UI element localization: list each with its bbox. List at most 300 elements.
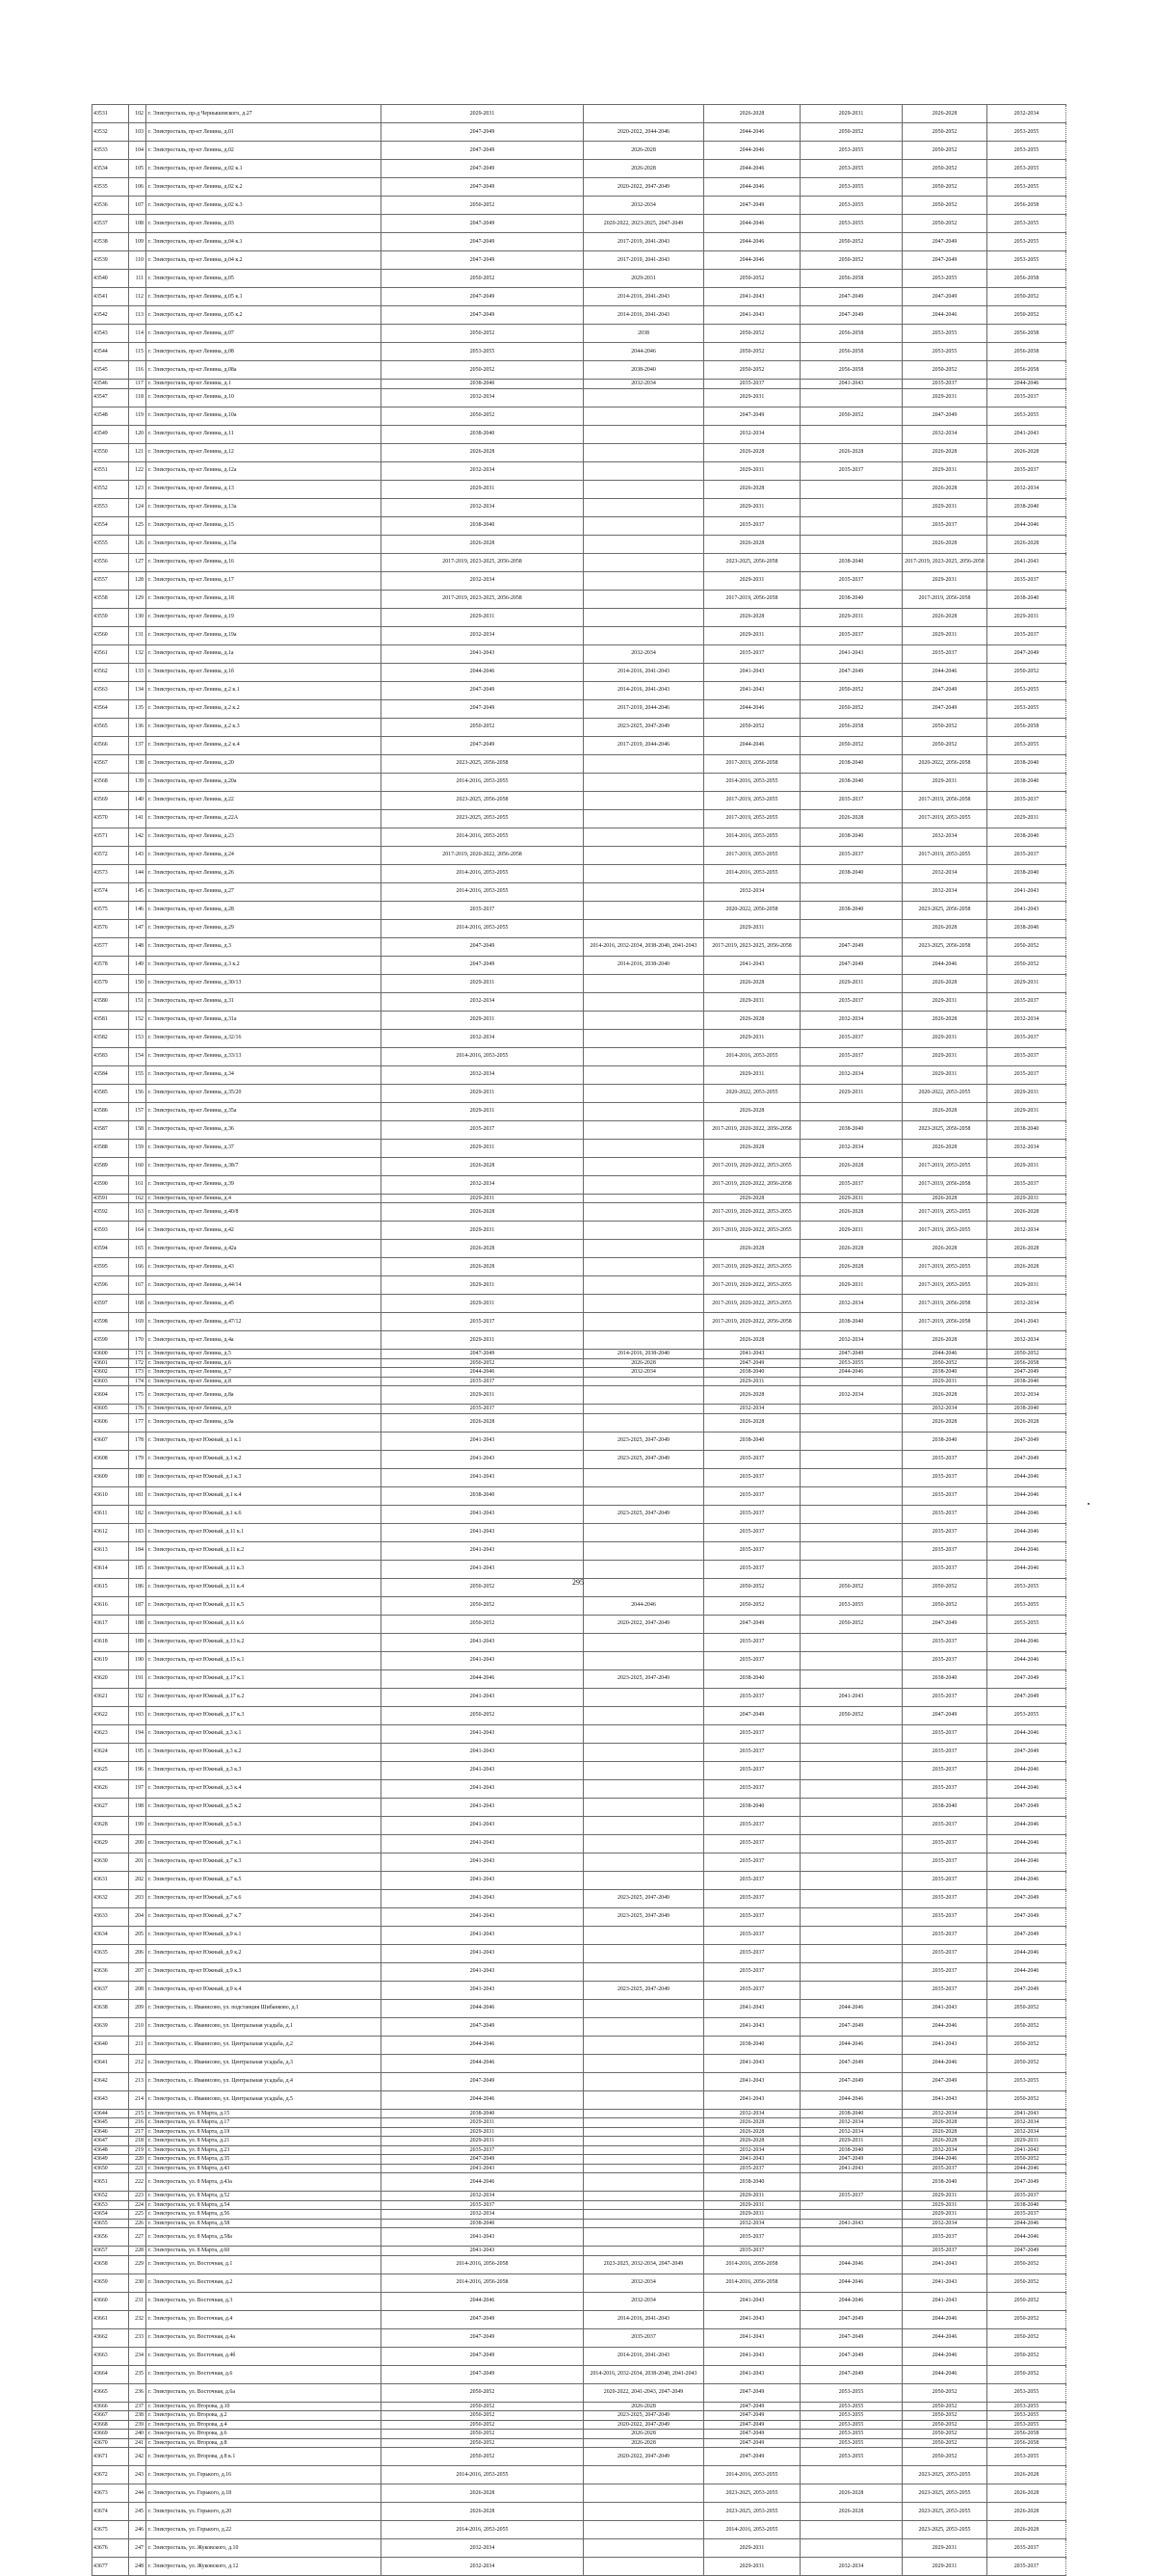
period-cell: 2035-2037 (704, 1743, 801, 1761)
row-id-cell: 43626 (92, 1779, 129, 1798)
row-id-cell: 43618 (92, 1633, 129, 1651)
row-number-cell: 147 (129, 919, 146, 937)
period-cell: 2041-2043 (987, 2109, 1066, 2118)
period-cell: 2044-2046 (987, 1761, 1066, 1779)
row-number-cell: 217 (129, 2127, 146, 2137)
period-cell: 2047-2049 (903, 288, 987, 306)
period-cell: 2044-2046 (381, 1999, 584, 2017)
row-number-cell: 224 (129, 2200, 146, 2210)
address-cell: г. Электросталь, пр-кт Ленина, д.20 (146, 754, 381, 773)
table-row (92, 1065, 1066, 1084)
table-row (92, 2247, 1066, 2256)
period-cell: 2044-2046 (903, 1350, 987, 1359)
row-number-cell: 145 (129, 882, 146, 901)
table-row (92, 663, 1066, 681)
period-cell: 2029-2031 (704, 626, 801, 644)
period-cell: 2053-2055 (987, 2448, 1066, 2466)
row-id-cell: 43552 (92, 480, 129, 498)
period-cell: 2044-2046 (903, 2017, 987, 2036)
period-cell: 2047-2049 (704, 2420, 801, 2430)
row-number-cell: 121 (129, 443, 146, 461)
period-cell: 2029-2031 (801, 608, 903, 626)
period-cell: 2029-2031 (903, 461, 987, 480)
table-row (92, 2365, 1066, 2383)
period-cell: 2047-2049 (987, 1368, 1066, 1378)
period-cell: 2047-2049 (987, 1798, 1066, 1816)
period-cell: 2056-2058 (987, 325, 1066, 343)
period-cell: 2047-2049 (903, 2072, 987, 2090)
row-number-cell: 180 (129, 1468, 146, 1486)
row-number-cell: 159 (129, 1139, 146, 1157)
period-cell: 2041-2043 (801, 2219, 903, 2228)
period-cell: 2026-2028 (584, 2402, 704, 2411)
row-id-cell: 43670 (92, 2438, 129, 2448)
period-cell: 2029-2031 (987, 1194, 1066, 1203)
row-id-cell: 43599 (92, 1331, 129, 1350)
period-cell: 2044-2046 (987, 2228, 1066, 2247)
period-cell: 2020-2022, 2056-2058 (704, 901, 801, 919)
period-cell: 2032-2034 (704, 2219, 801, 2228)
period-cell: 2014-2016, 2041-2043 (584, 663, 704, 681)
period-cell: 2032-2034 (903, 2219, 987, 2228)
row-number-cell: 161 (129, 1175, 146, 1194)
row-number-cell: 108 (129, 215, 146, 233)
row-id-cell: 43535 (92, 178, 129, 197)
address-cell: г. Электросталь, пр-кт Ленина, д.43 (146, 1258, 381, 1276)
period-cell: 2035-2037 (704, 1926, 801, 1944)
table-row (92, 1981, 1066, 1999)
period-cell: 2047-2049 (381, 2072, 584, 2090)
period-cell: 2035-2037 (903, 1651, 987, 1669)
table-row (92, 1047, 1066, 1065)
period-cell (584, 1405, 704, 1414)
address-cell: г. Электросталь, пр-кт Южный, д.7 к.1 (146, 1834, 381, 1853)
period-cell: 2044-2046 (987, 2219, 1066, 2228)
row-id-cell: 43555 (92, 535, 129, 553)
period-cell (801, 1743, 903, 1761)
table-row (92, 2411, 1066, 2421)
period-cell: 2035-2037 (903, 1944, 987, 1962)
row-id-cell: 43565 (92, 718, 129, 736)
period-cell: 2017-2019, 2023-2025, 2056-2058 (381, 590, 584, 608)
table-row (92, 1194, 1066, 1203)
address-cell: г. Электросталь, пр-кт Ленина, д.39 (146, 1175, 381, 1194)
period-cell: 2014-2016, 2038-2040 (584, 956, 704, 974)
row-id-cell: 43563 (92, 681, 129, 699)
period-cell (584, 882, 704, 901)
row-number-cell: 230 (129, 2274, 146, 2292)
period-cell: 2017-2019, 2020-2022, 2056-2058 (704, 1313, 801, 1331)
period-cell: 2044-2046 (987, 1541, 1066, 1560)
row-id-cell: 43578 (92, 956, 129, 974)
period-cell: 2014-2016, 2053-2055 (704, 1047, 801, 1065)
table-row (92, 590, 1066, 608)
period-cell: 2056-2058 (801, 343, 903, 361)
period-cell (801, 1468, 903, 1486)
address-cell: г. Электросталь, пр-кт Ленина, д.10а (146, 407, 381, 425)
row-id-cell: 43608 (92, 1450, 129, 1468)
row-id-cell: 43662 (92, 2328, 129, 2347)
period-cell: 2035-2037 (704, 1962, 801, 1981)
period-cell: 2035-2037 (704, 1523, 801, 1541)
period-cell: 2023-2025, 2047-2049 (584, 1505, 704, 1523)
address-cell: г. Электросталь, ул. Горького, д.16 (146, 2466, 381, 2484)
row-id-cell: 43537 (92, 215, 129, 233)
row-id-cell: 43579 (92, 974, 129, 992)
period-cell (584, 1065, 704, 1084)
row-id-cell: 43649 (92, 2155, 129, 2165)
row-id-cell: 43669 (92, 2430, 129, 2439)
period-cell: 2047-2049 (987, 644, 1066, 663)
period-cell: 2050-2052 (987, 2365, 1066, 2383)
address-cell: г. Электросталь, пр-кт Ленина, д.19а (146, 626, 381, 644)
period-cell: 2029-2031 (704, 461, 801, 480)
period-cell: 2038-2040 (987, 919, 1066, 937)
page-number: 295 (572, 1578, 584, 1587)
period-cell: 2047-2049 (987, 2247, 1066, 2256)
period-cell: 2047-2049 (704, 1615, 801, 1633)
period-cell: 2032-2034 (801, 1386, 903, 1405)
row-number-cell: 195 (129, 1743, 146, 1761)
period-cell: 2041-2043 (704, 306, 801, 325)
period-cell (801, 1816, 903, 1834)
table-row (92, 123, 1066, 142)
address-cell: г. Электросталь, с. Иванисово, ул. Центральная усадьба, д.2 (146, 2036, 381, 2054)
period-cell: 2017-2019, 2056-2058 (903, 1295, 987, 1313)
period-cell: 2056-2058 (987, 343, 1066, 361)
period-cell (801, 1413, 903, 1432)
row-id-cell: 43581 (92, 1011, 129, 1029)
period-cell (801, 1889, 903, 1907)
period-cell: 2029-2031 (584, 270, 704, 288)
period-cell: 2035-2037 (801, 461, 903, 480)
period-cell: 2026-2028 (903, 535, 987, 553)
row-number-cell: 146 (129, 901, 146, 919)
row-number-cell: 240 (129, 2430, 146, 2439)
row-id-cell: 43673 (92, 2484, 129, 2503)
period-cell: 2053-2055 (801, 2411, 903, 2421)
period-cell (801, 1560, 903, 1578)
period-cell (584, 1724, 704, 1743)
table-row (92, 425, 1066, 443)
period-cell: 2029-2031 (903, 1377, 987, 1386)
period-cell: 2020-2022, 2053-2055 (903, 1084, 987, 1102)
row-number-cell: 237 (129, 2402, 146, 2411)
row-number-cell: 124 (129, 498, 146, 516)
period-cell: 2014-2016, 2053-2055 (381, 1047, 584, 1065)
period-cell: 2014-2016, 2041-2043 (584, 2310, 704, 2328)
row-number-cell: 226 (129, 2219, 146, 2228)
row-id-cell: 43645 (92, 2118, 129, 2128)
address-cell: г. Электросталь, с. Иванисово, ул. Центральная усадьба, д.4 (146, 2072, 381, 2090)
period-cell: 2026-2028 (801, 809, 903, 828)
period-cell: 2053-2055 (987, 233, 1066, 251)
period-cell: 2050-2052 (704, 1578, 801, 1596)
period-cell: 2050-2052 (381, 1358, 584, 1368)
row-id-cell: 43605 (92, 1405, 129, 1414)
period-cell: 2014-2016, 2032-2034, 2038-2040, 2041-2043 (584, 2365, 704, 2383)
period-cell: 2014-2016, 2041-2043 (584, 288, 704, 306)
table-row (92, 1331, 1066, 1350)
period-cell (584, 1175, 704, 1194)
row-id-cell: 43556 (92, 553, 129, 571)
period-cell: 2050-2052 (987, 2274, 1066, 2292)
period-cell: 2050-2052 (381, 270, 584, 288)
period-cell: 2032-2034 (584, 380, 704, 389)
table-row (92, 809, 1066, 828)
period-cell: 2023-2025, 2047-2049 (584, 1669, 704, 1688)
row-number-cell: 207 (129, 1962, 146, 1981)
period-cell: 2035-2037 (704, 2247, 801, 2256)
period-cell: 2029-2031 (903, 626, 987, 644)
period-cell: 2035-2037 (704, 1633, 801, 1651)
period-cell: 2041-2043 (381, 1981, 584, 1999)
row-id-cell: 43615 (92, 1578, 129, 1596)
period-cell: 2026-2028 (704, 535, 801, 553)
address-cell: г. Электросталь, пр-кт Южный, д.17 к.3 (146, 1706, 381, 1724)
row-id-cell: 43632 (92, 1889, 129, 1907)
row-id-cell: 43656 (92, 2228, 129, 2247)
address-cell: г. Электросталь, пр-кт Ленина, д.3 к.2 (146, 956, 381, 974)
table-row (92, 343, 1066, 361)
period-cell: 2041-2043 (704, 288, 801, 306)
table-row (92, 361, 1066, 380)
period-cell: 2044-2046 (903, 2310, 987, 2328)
period-cell (584, 2118, 704, 2128)
period-cell: 2026-2028 (381, 2503, 584, 2521)
table-row (92, 2228, 1066, 2247)
row-number-cell: 203 (129, 1889, 146, 1907)
address-cell: г. Электросталь, пр-кт Ленина, д.19 (146, 608, 381, 626)
period-cell: 2047-2049 (801, 937, 903, 956)
row-number-cell: 171 (129, 1350, 146, 1359)
period-cell: 2050-2052 (381, 1596, 584, 1615)
period-cell: 2038-2040 (987, 828, 1066, 846)
address-cell: г. Электросталь, ул. 8 Марта, д.58 (146, 2219, 381, 2228)
period-cell: 2029-2031 (903, 1065, 987, 1084)
row-number-cell: 218 (129, 2137, 146, 2146)
period-cell (584, 443, 704, 461)
table-row (92, 626, 1066, 644)
row-number-cell: 176 (129, 1405, 146, 1414)
address-cell: г. Электросталь, пр-кт Ленина, д.2 к.4 (146, 736, 381, 754)
period-cell: 2041-2043 (704, 1999, 801, 2017)
address-cell: г. Электросталь, пр-кт Ленина, д.42 (146, 1222, 381, 1240)
row-number-cell: 149 (129, 956, 146, 974)
period-cell: 2044-2046 (903, 956, 987, 974)
period-cell: 2017-2019, 2044-2046 (584, 699, 704, 718)
row-number-cell: 107 (129, 197, 146, 215)
table-row (92, 1743, 1066, 1761)
period-cell: 2032-2034 (903, 425, 987, 443)
period-cell (584, 2090, 704, 2109)
address-cell: г. Электросталь, пр-кт Ленина, д.07 (146, 325, 381, 343)
period-cell: 2029-2031 (903, 388, 987, 407)
period-cell: 2038-2040 (801, 553, 903, 571)
period-cell: 2014-2016, 2038-2040 (584, 1350, 704, 1359)
period-cell: 2026-2028 (987, 1203, 1066, 1222)
address-cell: г. Электросталь, пр-кт Ленина, д.31 (146, 992, 381, 1011)
period-cell: 2035-2037 (987, 2210, 1066, 2220)
period-cell (584, 1816, 704, 1834)
period-cell: 2053-2055 (987, 1578, 1066, 1596)
table-row (92, 251, 1066, 270)
period-cell (801, 535, 903, 553)
period-cell: 2014-2016, 2053-2055 (381, 2466, 584, 2484)
period-cell: 2035-2037 (704, 516, 801, 535)
row-id-cell: 43661 (92, 2310, 129, 2328)
period-cell: 2047-2049 (987, 1907, 1066, 1926)
period-cell: 2041-2043 (381, 1871, 584, 1889)
period-cell: 2056-2058 (987, 361, 1066, 380)
period-cell: 2020-2022, 2047-2049 (584, 1615, 704, 1633)
table-row (92, 736, 1066, 754)
table-row (92, 1999, 1066, 2017)
period-cell: 2014-2016, 2041-2043 (584, 2347, 704, 2365)
period-cell: 2050-2052 (987, 937, 1066, 956)
row-id-cell: 43612 (92, 1523, 129, 1541)
period-cell: 2044-2046 (381, 2036, 584, 2054)
period-cell: 2047-2049 (801, 663, 903, 681)
table-row (92, 2200, 1066, 2210)
period-cell: 2038-2040 (987, 590, 1066, 608)
table-row (92, 1724, 1066, 1743)
period-cell (801, 2466, 903, 2484)
period-cell: 2038-2040 (381, 2219, 584, 2228)
row-id-cell: 43533 (92, 142, 129, 160)
period-cell: 2050-2052 (381, 718, 584, 736)
period-cell: 2044-2046 (801, 2036, 903, 2054)
row-number-cell: 105 (129, 160, 146, 178)
period-cell: 2026-2028 (903, 1413, 987, 1432)
period-cell: 2014-2016, 2041-2043 (584, 306, 704, 325)
period-cell: 2032-2034 (381, 498, 584, 516)
period-cell: 2035-2037 (704, 1944, 801, 1962)
row-id-cell: 43586 (92, 1102, 129, 1120)
period-cell: 2041-2043 (381, 1834, 584, 1853)
table-row (92, 1651, 1066, 1669)
table-row (92, 937, 1066, 956)
period-cell: 2041-2043 (987, 1313, 1066, 1331)
period-cell: 2053-2055 (987, 2383, 1066, 2402)
period-cell (584, 773, 704, 791)
period-cell: 2038-2040 (903, 2173, 987, 2192)
period-cell: 2047-2049 (704, 197, 801, 215)
period-cell: 2050-2052 (381, 2438, 584, 2448)
period-cell: 2035-2037 (704, 1889, 801, 1907)
address-cell: г. Электросталь, пр-кт Южный, д.11 к.3 (146, 1560, 381, 1578)
period-cell: 2029-2031 (987, 809, 1066, 828)
period-cell: 2032-2034 (801, 2127, 903, 2137)
row-number-cell: 141 (129, 809, 146, 828)
period-cell: 2029-2031 (903, 2558, 987, 2576)
period-cell: 2050-2052 (987, 2054, 1066, 2072)
period-cell: 2035-2037 (903, 1560, 987, 1578)
period-cell: 2035-2037 (381, 1120, 584, 1139)
address-cell: г. Электросталь, пр-кт Южный, д.11 к.5 (146, 1596, 381, 1615)
row-number-cell: 166 (129, 1258, 146, 1276)
table-row (92, 1889, 1066, 1907)
table-row (92, 1816, 1066, 1834)
period-cell (584, 1102, 704, 1120)
period-cell: 2044-2046 (381, 2292, 584, 2310)
period-cell: 2047-2049 (381, 699, 584, 718)
period-cell: 2026-2028 (381, 1203, 584, 1222)
row-number-cell: 126 (129, 535, 146, 553)
period-cell (584, 1486, 704, 1505)
period-cell: 2044-2046 (801, 2274, 903, 2292)
table-row (92, 2145, 1066, 2155)
row-number-cell: 102 (129, 105, 146, 123)
period-cell: 2038-2040 (704, 2173, 801, 2192)
row-number-cell: 137 (129, 736, 146, 754)
row-id-cell: 43549 (92, 425, 129, 443)
table-row (92, 1377, 1066, 1386)
table-row (92, 2503, 1066, 2521)
row-id-cell: 43606 (92, 1413, 129, 1432)
period-cell: 2050-2052 (903, 2420, 987, 2430)
row-id-cell: 43576 (92, 919, 129, 937)
period-cell: 2047-2049 (704, 2383, 801, 2402)
period-cell: 2038-2040 (801, 828, 903, 846)
table-row (92, 2430, 1066, 2439)
row-id-cell: 43598 (92, 1313, 129, 1331)
row-id-cell: 43583 (92, 1047, 129, 1065)
row-number-cell: 214 (129, 2090, 146, 2109)
row-number-cell: 155 (129, 1065, 146, 1084)
period-cell: 2035-2037 (987, 2558, 1066, 2576)
period-cell: 2029-2031 (987, 608, 1066, 626)
row-id-cell: 43564 (92, 699, 129, 718)
period-cell: 2032-2034 (987, 1295, 1066, 1313)
address-cell: г. Электросталь, пр-кт Ленина, д.15а (146, 535, 381, 553)
row-number-cell: 242 (129, 2448, 146, 2466)
period-cell: 2041-2043 (801, 380, 903, 389)
period-cell: 2020-2022, 2041-2043, 2047-2049 (584, 2383, 704, 2402)
table-row (92, 1368, 1066, 1378)
row-number-cell: 238 (129, 2411, 146, 2421)
period-cell: 2041-2043 (381, 2164, 584, 2173)
row-id-cell: 43630 (92, 1853, 129, 1871)
period-cell: 2053-2055 (987, 251, 1066, 270)
period-cell: 2050-2052 (903, 1578, 987, 1596)
period-cell: 2017-2019, 2023-2025, 2056-2058 (381, 553, 584, 571)
period-cell: 2047-2049 (381, 142, 584, 160)
address-cell: г. Электросталь, ул. Восточная, д.3 (146, 2292, 381, 2310)
period-cell: 2044-2046 (381, 1368, 584, 1378)
row-id-cell: 43628 (92, 1816, 129, 1834)
period-cell: 2056-2058 (987, 197, 1066, 215)
table-row (92, 1834, 1066, 1853)
period-cell: 2023-2025, 2053-2055 (903, 2521, 987, 2539)
period-cell (584, 901, 704, 919)
period-cell (584, 864, 704, 882)
row-number-cell: 152 (129, 1011, 146, 1029)
period-cell: 2026-2028 (381, 1258, 584, 1276)
address-cell: г. Электросталь, пр-кт Ленина, д.1б (146, 663, 381, 681)
row-id-cell: 43634 (92, 1926, 129, 1944)
table-row (92, 1615, 1066, 1633)
period-cell: 2026-2028 (987, 2484, 1066, 2503)
address-cell: г. Электросталь, ул. Восточная, д.4 (146, 2310, 381, 2328)
row-number-cell: 167 (129, 1276, 146, 1295)
row-number-cell: 196 (129, 1761, 146, 1779)
period-cell (584, 1194, 704, 1203)
row-id-cell: 43542 (92, 306, 129, 325)
period-cell: 2029-2031 (903, 773, 987, 791)
address-cell: г. Электросталь, пр-кт Ленина, д.05 (146, 270, 381, 288)
row-number-cell: 142 (129, 828, 146, 846)
